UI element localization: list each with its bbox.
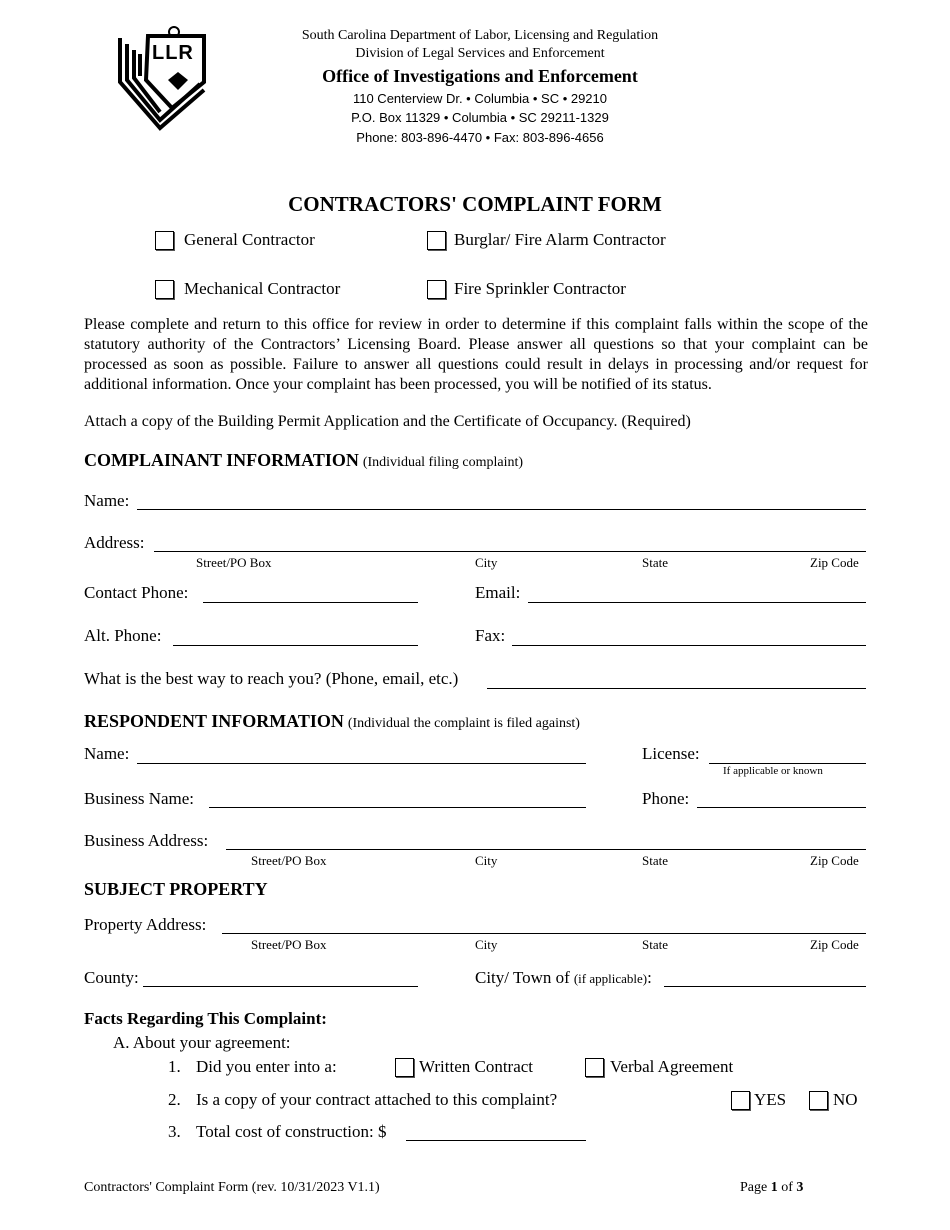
office-name: Office of Investigations and Enforcement xyxy=(322,66,638,86)
respondent-heading-text: RESPONDENT INFORMATION xyxy=(84,711,344,731)
address-line-2: P.O. Box 11329 • Columbia • SC 29211-1329 xyxy=(351,110,609,125)
respondent-heading xyxy=(84,711,580,732)
respondent-name-label: Name: xyxy=(84,744,130,763)
verbal-agreement-label: Verbal Agreement xyxy=(610,1057,734,1076)
property-street-caption: Street/PO Box xyxy=(251,937,327,952)
respondent-name-field[interactable] xyxy=(137,763,586,764)
city-town-field[interactable] xyxy=(664,986,866,987)
county-label: County: xyxy=(84,968,139,987)
complainant-heading-note: (Individual filing complaint) xyxy=(362,455,524,470)
mechanical-contractor-checkbox[interactable] xyxy=(155,280,174,299)
llr-logo xyxy=(112,20,212,135)
shield-icon xyxy=(112,20,212,135)
page-prefix: Page xyxy=(740,1180,771,1195)
agency-line-2: Division of Legal Services and Enforcement xyxy=(355,46,605,61)
mechanical-contractor-label: Mechanical Contractor xyxy=(184,279,341,298)
address-city-caption: City xyxy=(475,555,498,570)
respondent-phone-field[interactable] xyxy=(697,807,866,808)
license-field[interactable] xyxy=(709,763,866,764)
alt-phone-field[interactable] xyxy=(173,645,418,646)
instructions-paragraph: Please complete and return to this office for review in order to determine if this complaint falls within the scope of the statutory authority of the Contractors’ Licensing Board. Please answer all questions so that your complaint can be processed as soon as possible. Failure to answer all questions could result in delays in processing and/or request for additional information. Once your complaint has been processed, you will be notified of its status. xyxy=(84,316,868,393)
best-way-field[interactable] xyxy=(487,688,866,689)
respondent-phone-label: Phone: xyxy=(642,789,690,808)
license-label: License: xyxy=(642,744,700,763)
q1-number: 1. xyxy=(168,1057,181,1076)
complainant-heading xyxy=(84,450,523,471)
contact-phone-field[interactable] xyxy=(203,602,418,603)
burglar-alarm-checkbox[interactable] xyxy=(427,231,446,250)
email-field[interactable] xyxy=(528,602,866,603)
respondent-heading-note: (Individual the complaint is filed against) xyxy=(347,716,580,731)
business-street-caption: Street/PO Box xyxy=(251,853,327,868)
general-contractor-label: General Contractor xyxy=(184,230,315,249)
form-title: CONTRACTORS' COMPLAINT FORM xyxy=(288,192,662,216)
email-label: Email: xyxy=(475,583,521,602)
complainant-heading-text: COMPLAINANT INFORMATION xyxy=(84,450,359,470)
alt-phone-label: Alt. Phone: xyxy=(84,626,162,645)
business-address-field[interactable] xyxy=(226,849,866,850)
complainant-address-label: Address: xyxy=(84,533,145,552)
written-contract-label: Written Contract xyxy=(419,1057,534,1076)
business-name-label: Business Name: xyxy=(84,789,195,808)
contract-attached-no-checkbox[interactable] xyxy=(809,1091,828,1110)
general-contractor-checkbox[interactable] xyxy=(155,231,174,250)
address-line-1: 110 Centerview Dr. • Columbia • SC • 29210 xyxy=(352,91,608,106)
city-town-label xyxy=(475,968,652,988)
written-contract-checkbox[interactable] xyxy=(395,1058,414,1077)
verbal-agreement-checkbox[interactable] xyxy=(585,1058,604,1077)
q2-number: 2. xyxy=(168,1090,181,1109)
complainant-name-label: Name: xyxy=(84,491,130,510)
address-state-caption: State xyxy=(642,555,668,570)
q3-text: Total cost of construction: $ xyxy=(196,1122,387,1141)
business-name-field[interactable] xyxy=(209,807,586,808)
q2-text: Is a copy of your contract attached to this complaint? xyxy=(196,1090,558,1109)
business-city-caption: City xyxy=(475,853,498,868)
page-number: 1 xyxy=(770,1180,778,1195)
attach-note: Attach a copy of the Building Permit Application and the Certificate of Occupancy. (Required) xyxy=(84,413,691,430)
county-field[interactable] xyxy=(143,986,418,987)
city-town-text: City/ Town of xyxy=(475,968,570,987)
property-zip-caption: Zip Code xyxy=(810,937,859,952)
no-label: NO xyxy=(833,1090,858,1109)
city-town-colon: : xyxy=(647,968,652,987)
business-state-caption: State xyxy=(642,853,668,868)
page-indicator xyxy=(740,1180,803,1196)
q1-text: Did you enter into a: xyxy=(196,1057,337,1076)
fax-field[interactable] xyxy=(512,645,866,646)
fax-label: Fax: xyxy=(475,626,506,645)
business-address-label: Business Address: xyxy=(84,831,209,850)
property-heading: SUBJECT PROPERTY xyxy=(84,879,268,899)
agency-line-1: South Carolina Department of Labor, Licensing and Regulation xyxy=(301,28,659,43)
yes-label: YES xyxy=(754,1090,787,1109)
license-note: If applicable or known xyxy=(723,765,823,777)
complainant-address-field[interactable] xyxy=(154,551,866,552)
fire-sprinkler-label: Fire Sprinkler Contractor xyxy=(454,279,626,298)
total-cost-field[interactable] xyxy=(406,1140,586,1141)
city-town-note: (if applicable) xyxy=(573,971,648,986)
property-address-label: Property Address: xyxy=(84,915,207,934)
facts-heading: Facts Regarding This Complaint: xyxy=(84,1009,327,1028)
address-street-caption: Street/PO Box xyxy=(196,555,272,570)
section-a-label: A. About your agreement: xyxy=(113,1033,291,1052)
property-city-caption: City xyxy=(475,937,498,952)
business-zip-caption: Zip Code xyxy=(810,853,859,868)
footer-form-id: Contractors' Complaint Form (rev. 10/31/2023 V1.1) xyxy=(84,1180,380,1195)
q3-number: 3. xyxy=(168,1122,181,1141)
contract-attached-yes-checkbox[interactable] xyxy=(731,1091,750,1110)
burglar-alarm-label: Burglar/ Fire Alarm Contractor xyxy=(454,230,666,249)
logo-text: LLR xyxy=(152,42,194,64)
fire-sprinkler-checkbox[interactable] xyxy=(427,280,446,299)
best-way-label: What is the best way to reach you? (Phone, email, etc.) xyxy=(84,669,459,688)
property-address-field[interactable] xyxy=(222,933,866,934)
contact-phone-label: Contact Phone: xyxy=(84,583,189,602)
phone-line: Phone: 803-896-4470 • Fax: 803-896-4656 xyxy=(356,130,604,145)
property-state-caption: State xyxy=(642,937,668,952)
complainant-name-field[interactable] xyxy=(137,509,866,510)
address-zip-caption: Zip Code xyxy=(810,555,859,570)
page-mid: of xyxy=(777,1180,797,1195)
page-total: 3 xyxy=(796,1180,804,1195)
